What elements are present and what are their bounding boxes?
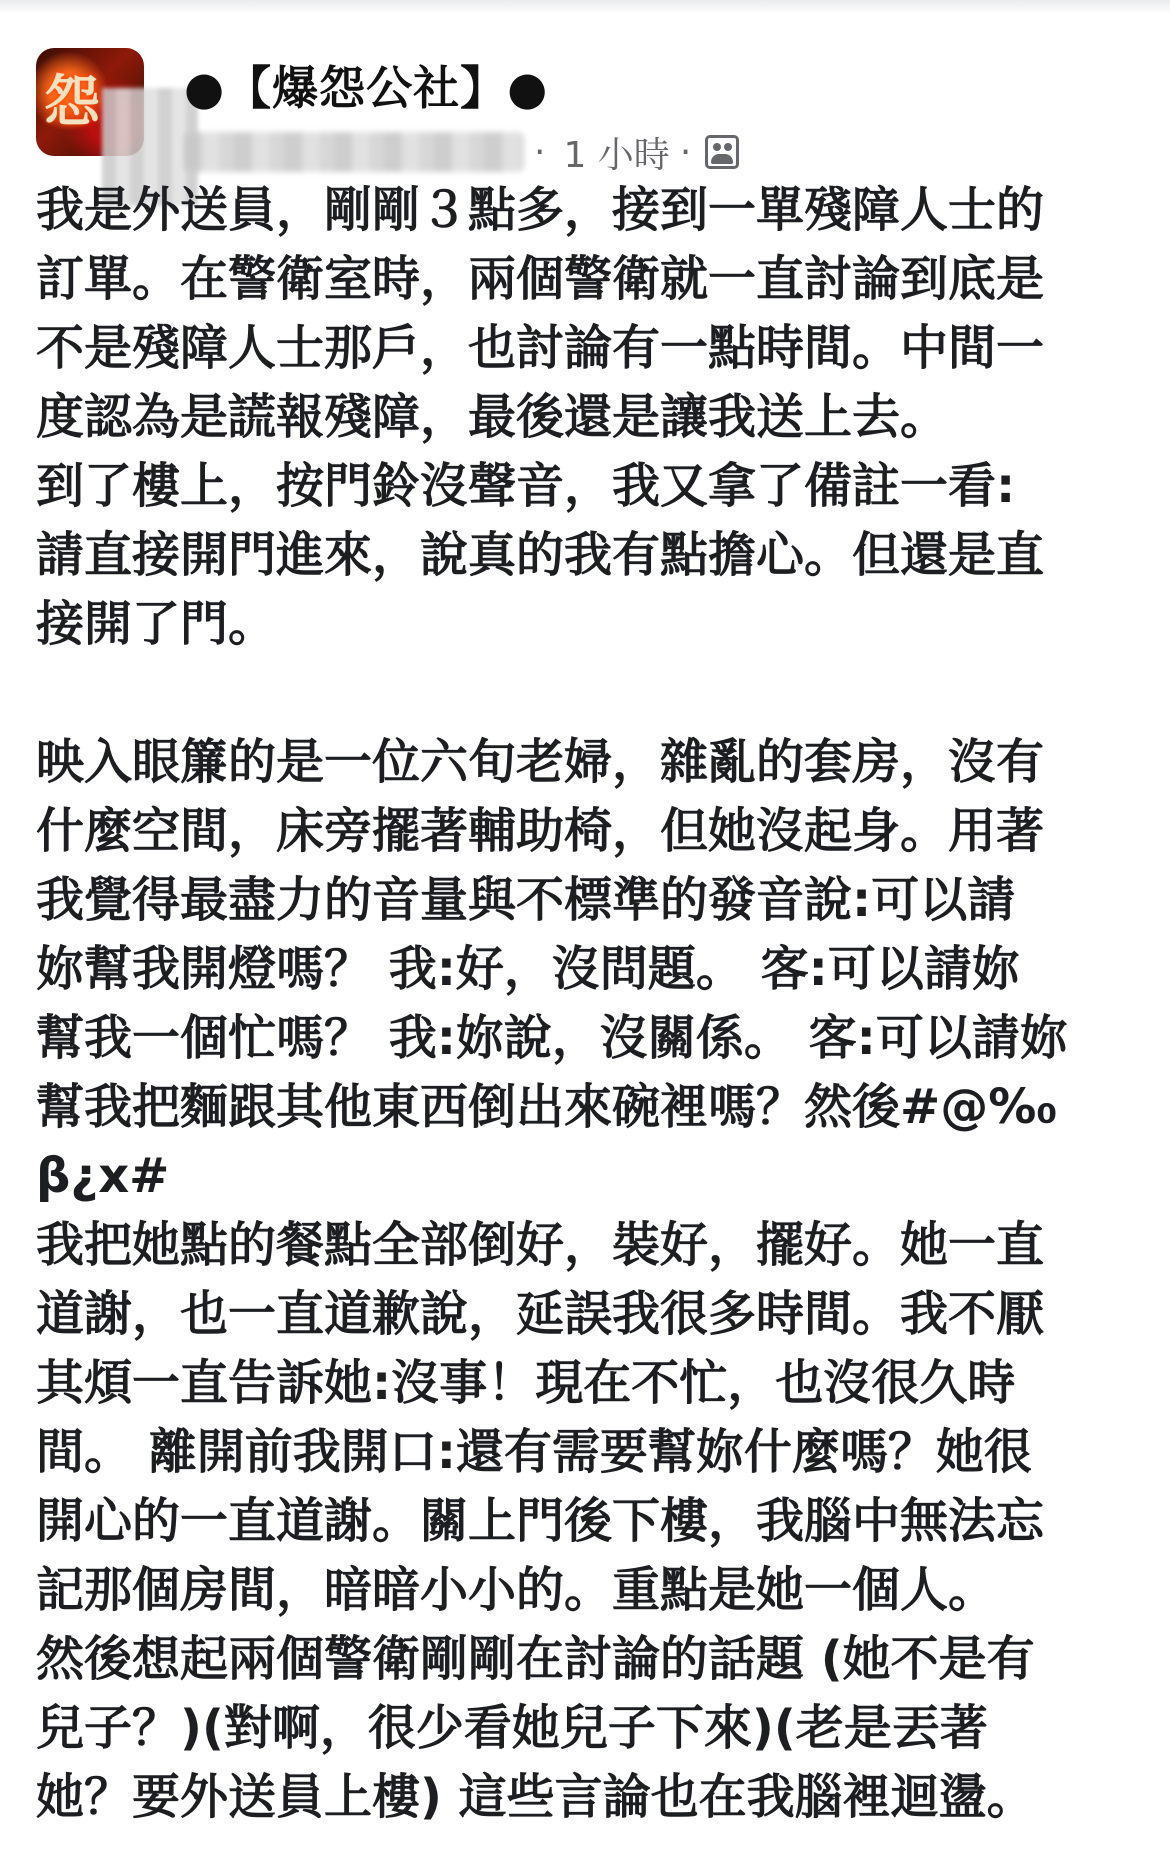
- post-line: 她？要外送員上樓) 這些言論也在我腦裡迴盪。: [36, 1769, 1035, 1825]
- post-meta: [184, 130, 739, 174]
- post-line: 兒子？)(對啊，很少看她兒子下來)(老是丟著: [36, 1700, 988, 1756]
- post-line: 不是殘障人士那戶，也討論有一點時間。中間一: [36, 320, 1045, 376]
- post-line: 我是外送員，剛剛３點多，接到一單殘障人士的: [36, 182, 1045, 238]
- paragraph-gap: [36, 659, 1144, 728]
- post-line: 開心的一直道謝。關上門後下樓，我腦中無法忘: [36, 1493, 1045, 1549]
- post-line: 接開了門。: [36, 596, 277, 652]
- group-audience-icon[interactable]: [705, 135, 739, 169]
- post-line: 映入眼簾的是一位六旬老婦，雜亂的套房，沒有: [36, 734, 1045, 790]
- post-line: 幫我把麵跟其他東西倒出來碗裡嗎？然後#@%₀: [36, 1079, 1058, 1135]
- post-body: [36, 176, 1144, 1832]
- blurred-author-name[interactable]: [184, 132, 524, 172]
- post-line: 記那個房間，暗暗小小的。重點是她一個人。: [36, 1562, 997, 1618]
- post-line: 訂單。在警衛室時，兩個警衛就一直討論到底是: [36, 251, 1045, 307]
- post-line: β¿x#: [36, 1148, 170, 1204]
- top-divider: [0, 0, 1170, 14]
- post-timestamp[interactable]: 1 小時: [563, 134, 670, 176]
- post-header: [36, 48, 1136, 178]
- post-line: 道謝，也一直道歉說，延誤我很多時間。我不厭: [36, 1286, 1045, 1342]
- post-line: 我把她點的餐點全部倒好，裝好，擺好。她一直: [36, 1217, 1045, 1273]
- post-line: 然後想起兩個警衛剛剛在討論的話題 (她不是有: [36, 1631, 1035, 1687]
- avatar-logo-text: 怨: [44, 69, 100, 135]
- post-line: 幫我一個忙嗎？ 我:妳說，沒關係。 客:可以請妳: [36, 1010, 1068, 1066]
- post-line: 到了樓上，按門鈴沒聲音，我又拿了備註一看:: [36, 458, 1016, 514]
- post-line: 我覺得最盡力的音量與不標準的發音說:可以請: [36, 872, 1016, 928]
- post-line: 間。 離開前我開口:還有需要幫妳什麼嗎？她很: [36, 1424, 1032, 1480]
- post-line: 什麼空間，床旁擺著輔助椅，但她沒起身。用著: [36, 803, 1045, 859]
- post-line: 度認為是謊報殘障，最後還是讓我送上去。: [36, 389, 949, 445]
- post-line: 請直接開門進來，說真的我有點擔心。但還是直: [36, 527, 1045, 583]
- post-line: 其煩一直告訴她:沒事！現在不忙，也沒很久時: [36, 1355, 1016, 1411]
- meta-separator-2: ·: [679, 131, 692, 173]
- group-name-link[interactable]: ●【爆怨公社】●: [184, 61, 549, 115]
- meta-separator: ·: [534, 131, 546, 173]
- post-line: 妳幫我開燈嗎？ 我:好，沒問題。 客:可以請妳: [36, 941, 1020, 997]
